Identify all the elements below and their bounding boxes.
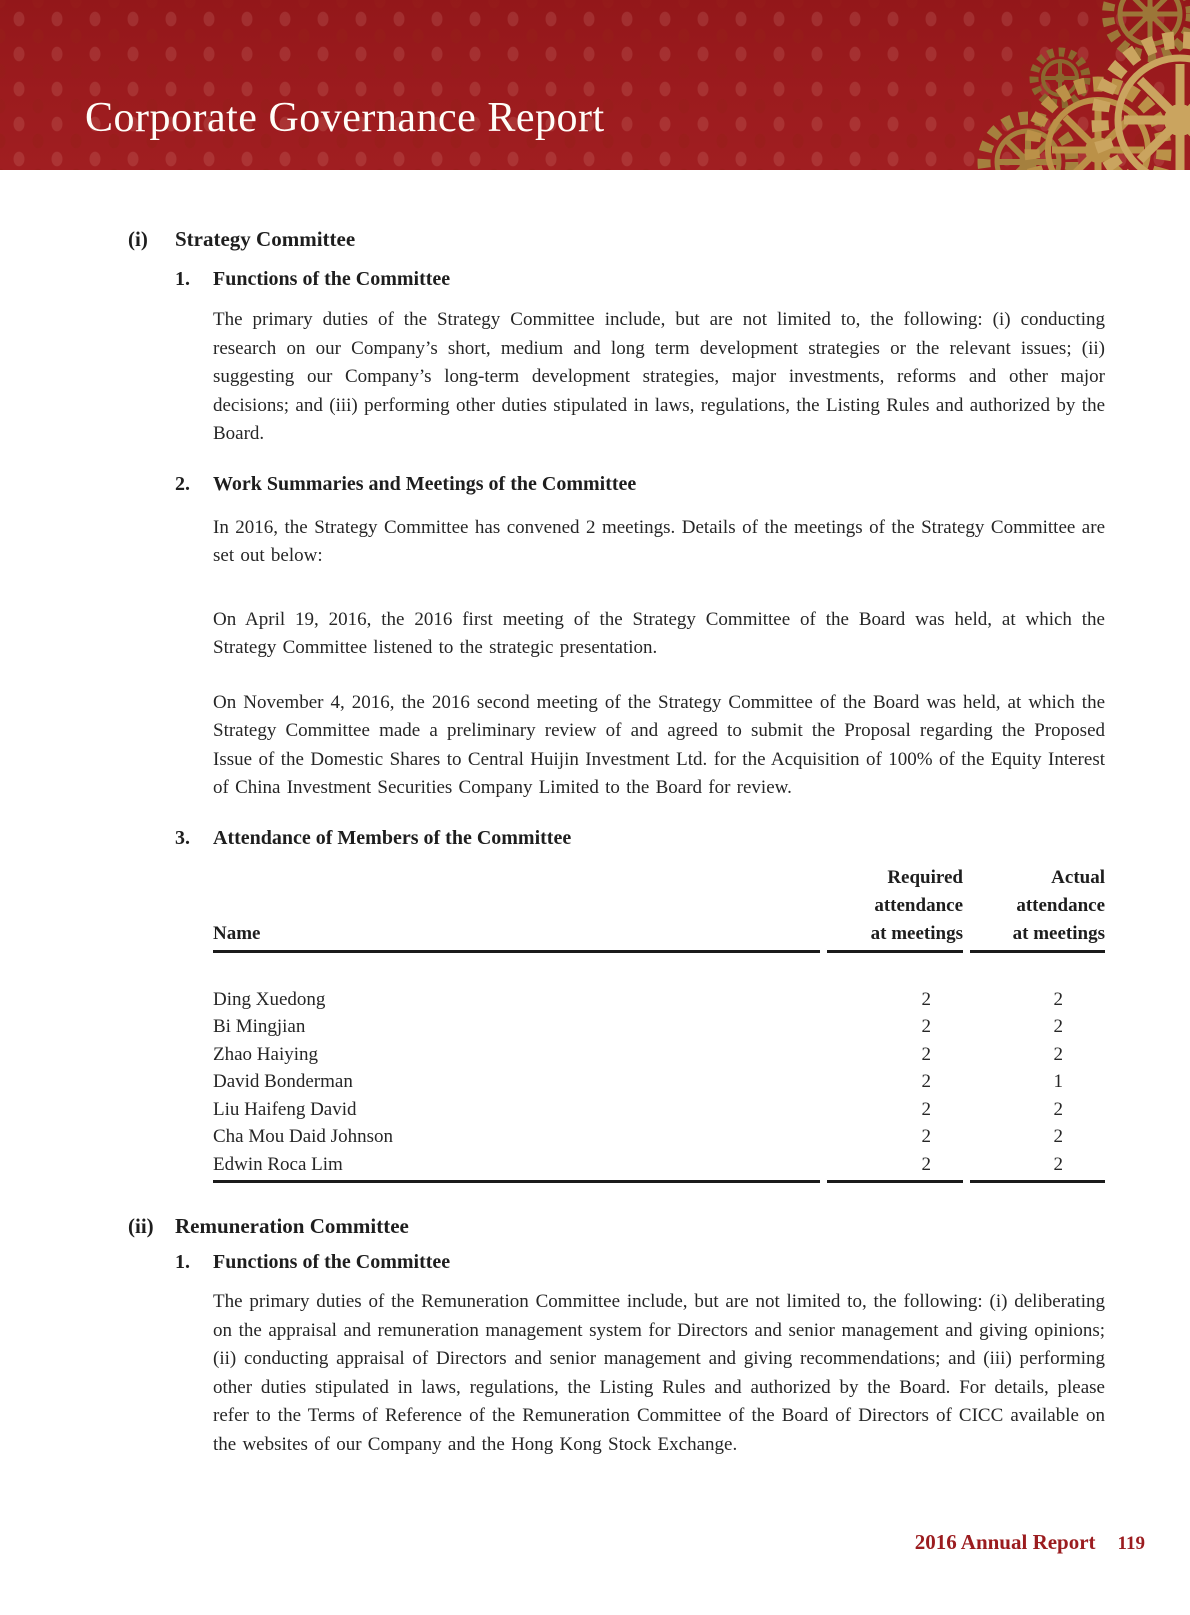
section-strategy-heading xyxy=(128,226,1105,252)
table-row: David Bonderman 2 1 xyxy=(213,1071,1063,1092)
page-footer xyxy=(915,1530,1145,1555)
page-title: Corporate Governance Report xyxy=(85,95,605,141)
table-row: Liu Haifeng David 2 2 xyxy=(213,1098,1063,1120)
subsection-attendance-heading xyxy=(175,825,1105,851)
table-row: Cha Mou Daid Johnson 2 2 xyxy=(213,1126,1063,1147)
subsection-number: 1. xyxy=(175,1251,190,1273)
remuneration-paragraph: The primary duties of the Remuneration Committee include, but are not limited to, the following: (i) deliberating on the appraisal and remuneration management system for Directors and senior management and giving opinions; (ii) conducting appraisal of Directors and senior management and giving recommendations; and (iii) performing other duties stipulated in laws, regulations, the Listing Rules and authorized by the Board. For details, please refer to the Terms of Reference of the Remuneration Committee of the Board of Directors of CICC available on the websites of our Company and the Hong Kong Stock Exchange. xyxy=(213,1291,1105,1455)
subsection-functions-heading xyxy=(175,266,1105,292)
work-paragraph-3: On November 4, 2016, the 2016 second meeting of the Strategy Committee of the Board was held, at which the Strategy Committee made a preliminary review of and agreed to submit the Proposal regarding the Proposed Issue of the Domestic Shares to Central Huijin Investment Ltd. for the Acquisition of 100% of the Equity Interest of China Investment Securities Company Limited to the Board for review. xyxy=(213,691,1105,798)
section-marker: (i) xyxy=(128,227,148,251)
table-body xyxy=(213,953,1105,1179)
attendance-table xyxy=(213,864,1105,1184)
report-label: 2016 Annual Report xyxy=(914,1530,1096,1554)
column-header-required: Required attendance at meetings xyxy=(827,864,963,953)
table-row: Bi Mingjian 2 2 xyxy=(213,1016,1063,1037)
subsection-number: 2. xyxy=(175,472,190,495)
functions-paragraph: The primary duties of the Strategy Committee include, but are not limited to, the following: (i) conducting research on our Company’s short, medium and long term development strategies or the relevant issues; (ii) suggesting our Company’s long-term development strategies, major investments, reforms and other major decisions; and (iii) performing other duties stipulated in laws, regulations, the Listing Rules and authorized by the Board. xyxy=(213,309,1105,444)
subsection-title: Functions of the Committee xyxy=(213,1251,451,1273)
column-header-name: Name xyxy=(213,864,820,953)
page-content xyxy=(0,170,1190,1459)
section-title: Remuneration Committee xyxy=(175,1214,409,1238)
page-number: 119 xyxy=(1117,1533,1145,1554)
work-paragraph-1: In 2016, the Strategy Committee has convened 2 meetings. Details of the meetings of the Strategy Committee are set out below: xyxy=(213,516,1105,566)
table-bottom-rule xyxy=(213,1180,1105,1183)
gears-icon xyxy=(850,0,1190,170)
section-title: Strategy Committee xyxy=(175,227,356,251)
subsection-title: Functions of the Committee xyxy=(213,268,451,290)
work-paragraph-2: On April 19, 2016, the 2016 first meeting of the Strategy Committee of the Board was held, at which the Strategy Committee listened to the strategic presentation. xyxy=(213,608,1105,658)
subsection-number: 3. xyxy=(175,826,190,849)
page-banner xyxy=(0,0,1190,170)
table-row: Ding Xuedong 2 2 xyxy=(213,988,1063,1010)
table-row: Zhao Haiying 2 2 xyxy=(213,1043,1063,1065)
table-header-row xyxy=(213,864,1105,953)
subsection-title: Work Summaries and Meetings of the Committee xyxy=(213,472,637,495)
subsection-functions-heading-2 xyxy=(175,1249,1105,1275)
section-marker: (ii) xyxy=(128,1214,154,1238)
table-row: Edwin Roca Lim 2 2 xyxy=(213,1153,1063,1175)
subsection-number: 1. xyxy=(175,268,190,290)
subsection-title: Attendance of Members of the Committee xyxy=(213,826,572,849)
subsection-work-heading xyxy=(175,471,1105,497)
column-header-actual: Actual attendance at meetings xyxy=(970,864,1105,953)
section-remuneration-heading xyxy=(128,1213,1105,1239)
